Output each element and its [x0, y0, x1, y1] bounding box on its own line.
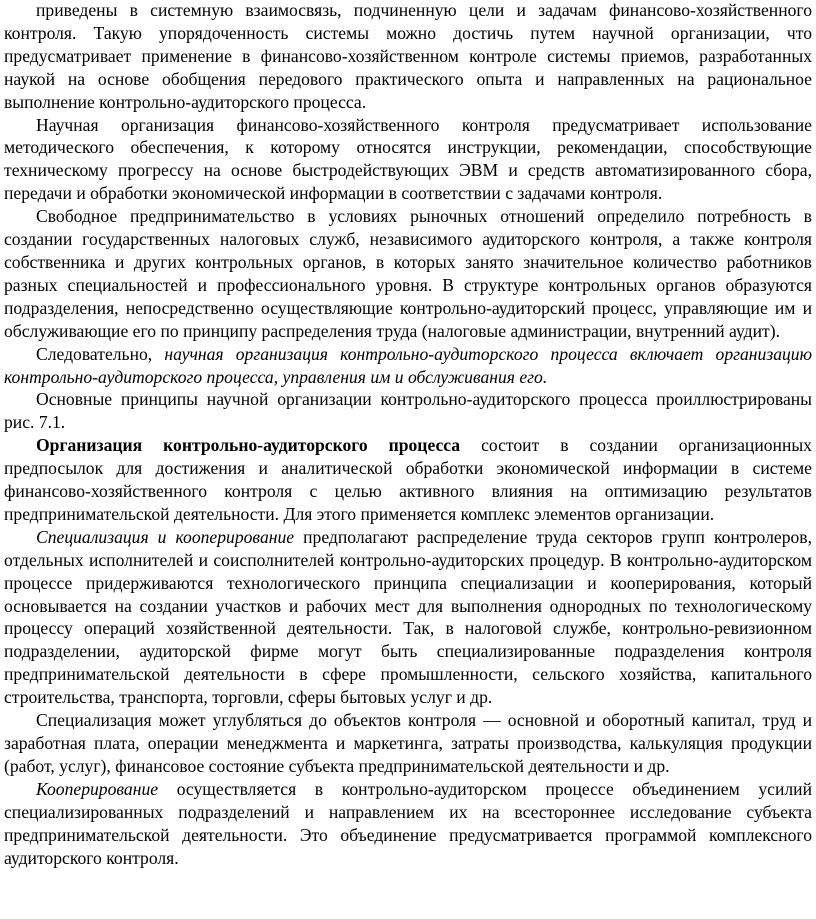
paragraph-text: Специализация может углубляться до объектов контроля — основной и оборотный капитал, труд и заработная плата, операции менеджмента и маркетинга, затраты производства, калькуляция продукции (работ, услуг), финансовое состояние субъекта предпринимательской деятельности и др. — [4, 710, 812, 776]
italic-term: Специализация и кооперирование — [36, 526, 295, 547]
paragraph-text: Основные принципы научной организации контрольно-аудиторского процесса проиллюстрированы рис. 7.1. — [4, 389, 812, 433]
italic-definition: научная организация контрольно-аудиторского процесса включает организацию контрольно-аудиторского процесса, управления им и обслуживания его. — [4, 343, 812, 387]
paragraph-specialization-cooperation — [4, 526, 812, 709]
paragraph-text: Научная организация финансово-хозяйственного контроля предусматривает использование методического обеспечения, к которому относятся инструкции, рекомендации, способствующие техническому прогрессу на основе быстродействующих ЭВМ и средств автоматизированного сбора, передачи и обработки экономической информации в соответствии с задачами контроля. — [4, 114, 812, 204]
paragraph-cooperation — [4, 778, 812, 870]
paragraph-conclusion — [4, 343, 812, 389]
paragraph-figure-reference — [4, 388, 812, 434]
paragraph-free-enterprise — [4, 205, 812, 342]
paragraph-text: осуществляется в контрольно-аудиторском процессе объединением усилий специализированных подразделений и направлением их на всестороннее исследование субъекта предпринимательской деятельности. Это объединение предусматривается программой комплексного аудиторского контроля. — [4, 778, 812, 868]
bold-term: Организация контрольно-аудиторского процесса — [36, 435, 461, 456]
paragraph-text: Свободное предпринимательство в условиях рыночных отношений определило потребность в создании государственных налоговых служб, независимого аудиторского контроля, а также контроля собственника и других контрольных органов, в которых занято значительное количество работников разных специальностей и профессионального уровня. В структуре контрольных органов образуются подразделения, непосредственно осуществляющие контрольно-аудиторский процесс, управляющие им и обслуживающие его по принципу распределения труда (налоговые администрации, внутренний аудит). — [4, 206, 812, 341]
paragraph-text: предполагают распределение труда секторов групп контролеров, отдельных исполнителей и соисполнителей контрольно-аудиторских процедур. В контрольно-аудиторском процессе придерживаются технологического принципа специализации и кооперирования, который основывается на создании участков и рабочих мест для выполнения однородных по технологическому процессу операций хозяйственной деятельности. Так, в налоговой службе, контрольно-ревизионном подразделении, аудиторской фирме могут быть специализированные подразделения контроля предпринимательской деятельности в сфере промышленности, сельского хозяйства, капитального строительства, транспорта, торговли, сферы бытовых услуг и др. — [4, 526, 812, 708]
paragraph-process-organization — [4, 434, 812, 526]
paragraph-text: состоит в создании организационных предпосылок для достижения и аналитической обработки экономической информации в системе финансово-хозяйственного контроля с целью активного влияния на оптимизацию результатов предпринимательской деятельности. Для этого применяется комплекс элементов организации. — [4, 435, 812, 524]
paragraph-text: Следовательно, — [36, 343, 165, 364]
italic-term: Кооперирование — [36, 778, 159, 799]
paragraph-text: приведены в системную взаимосвязь, подчиненную цели и задачам финансово-хозяйственного контроля. Такую упорядоченность системы можно достичь путем научной организации, что предусматривает применение в финансово-хозяйственном контроле системы приемов, разработанных наукой на основе обобщения передового практического опыта и направленных на рациональное выполнение контрольно-аудиторского процесса. — [4, 0, 812, 112]
paragraph-methodical-support — [4, 114, 812, 206]
paragraph-system-organization — [4, 0, 812, 114]
paragraph-specialization-depth — [4, 709, 812, 778]
